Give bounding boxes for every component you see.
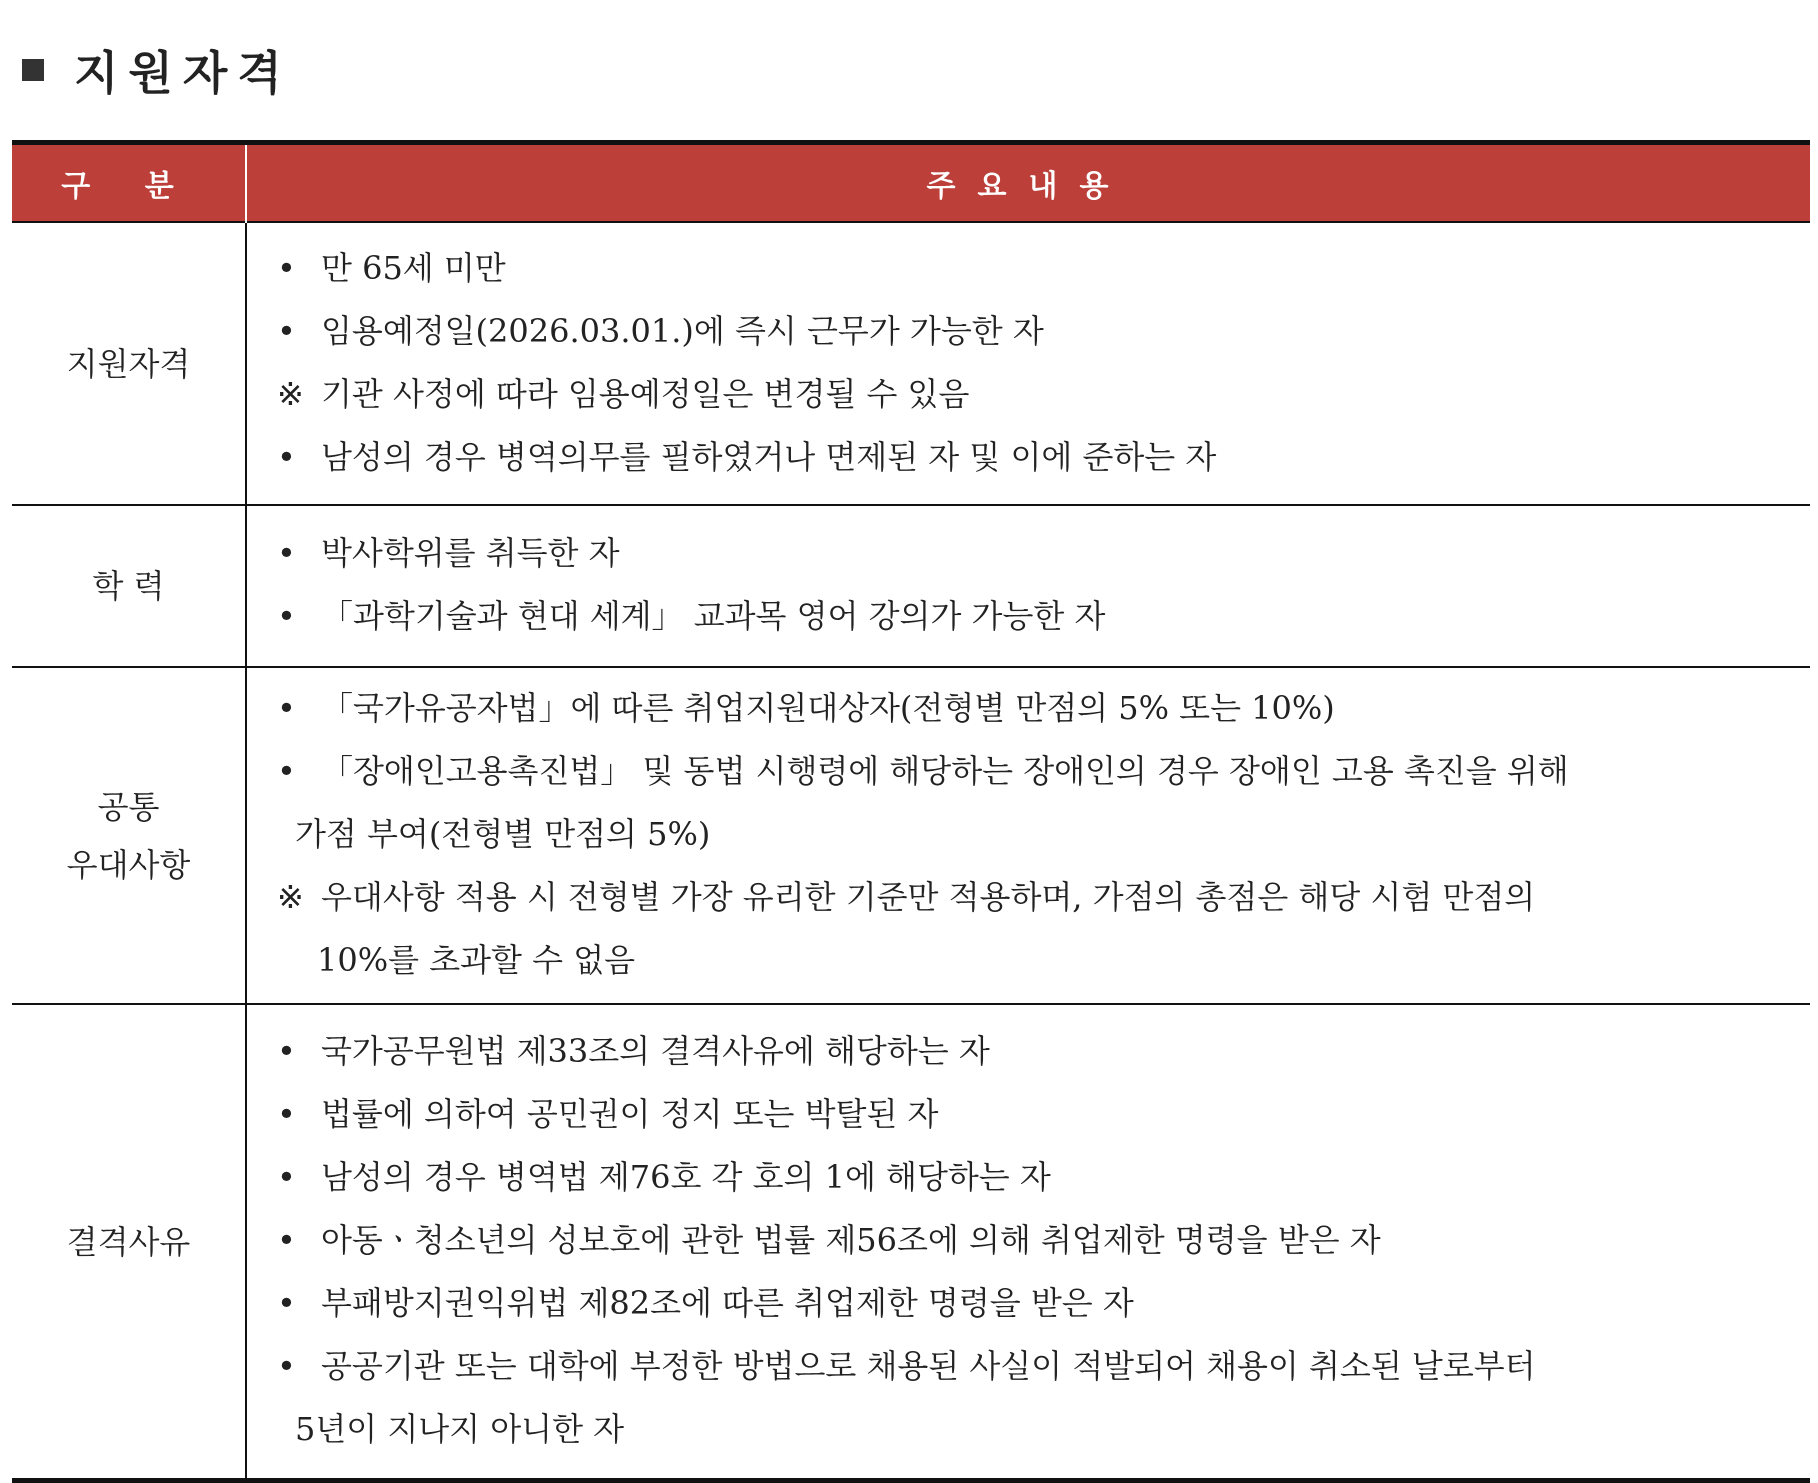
list-item xyxy=(273,1272,1786,1335)
list-item xyxy=(273,300,1786,363)
item-text: 남성의 경우 병역법 제76호 각 호의 1에 해당하는 자 xyxy=(321,1158,1051,1196)
item-text: 「과학기술과 현대 세계」 교과목 영어 강의가 가능한 자 xyxy=(321,597,1106,635)
qualification-table xyxy=(12,140,1810,1483)
list-item xyxy=(273,522,1786,585)
content-cell xyxy=(246,222,1810,505)
category-label: 공통 xyxy=(97,787,160,826)
list-item xyxy=(273,1020,1786,1083)
item-text: 법률에 의하여 공민권이 정지 또는 박탈된 자 xyxy=(321,1095,939,1133)
category-label: 결격사유 xyxy=(66,1222,191,1261)
category-cell xyxy=(12,505,246,667)
table-row xyxy=(12,1004,1810,1481)
item-text: 「장애인고용촉진법」 및 동법 시행령에 해당하는 장애인의 경우 장애인 고용 촉진을 위해 xyxy=(321,752,1569,790)
bullet-icon: • xyxy=(277,752,296,790)
list-item xyxy=(273,1209,1786,1272)
item-text: 10%를 초과할 수 없음 xyxy=(317,941,636,979)
bullet-icon: • xyxy=(277,248,296,287)
bullet-icon: • xyxy=(277,1095,296,1133)
content-cell xyxy=(246,667,1810,1004)
item-text: 박사학위를 취득한 자 xyxy=(321,534,620,572)
bullet-icon: • xyxy=(277,1032,296,1070)
item-text: 국가공무원법 제33조의 결격사유에 해당하는 자 xyxy=(321,1032,990,1070)
item-text: 남성의 경우 병역의무를 필하였거나 면제된 자 및 이에 준하는 자 xyxy=(321,437,1217,476)
section-title: 지원자격 xyxy=(74,46,292,100)
list-item xyxy=(273,1398,1786,1461)
category-label: 학 력 xyxy=(92,567,165,605)
bullet-icon: • xyxy=(277,1221,296,1259)
category-cell xyxy=(12,1004,246,1481)
section-heading xyxy=(22,40,292,100)
table-header-row xyxy=(12,143,1810,223)
note-line xyxy=(273,866,1786,929)
table-row xyxy=(12,505,1810,667)
list-item xyxy=(273,677,1786,740)
content-cell xyxy=(246,505,1810,667)
item-text: 기관 사정에 따라 임용예정일은 변경될 수 있음 xyxy=(321,374,970,413)
note-line xyxy=(273,929,1786,992)
item-text: 가점 부여(전형별 만점의 5%) xyxy=(295,815,711,853)
header-category: 구 분 xyxy=(12,143,246,223)
item-text: 「국가유공자법」에 따른 취업지원대상자(전형별 만점의 5% 또는 10%) xyxy=(321,689,1335,727)
bullet-icon: • xyxy=(277,689,296,727)
list-item xyxy=(273,803,1786,866)
table-row xyxy=(12,667,1810,1004)
category-cell xyxy=(12,667,246,1004)
item-text: 공공기관 또는 대학에 부정한 방법으로 채용된 사실이 적발되어 채용이 취소된 날로부터 xyxy=(321,1347,1536,1385)
item-text: 만 65세 미만 xyxy=(321,248,506,287)
bullet-icon: • xyxy=(277,1158,296,1196)
item-text: 5년이 지나지 아니한 자 xyxy=(295,1410,625,1448)
reference-mark-icon: ※ xyxy=(277,374,304,413)
category-cell xyxy=(12,222,246,505)
reference-mark-icon: ※ xyxy=(277,878,304,916)
bullet-icon: • xyxy=(277,437,296,476)
content-cell xyxy=(246,1004,1810,1481)
bullet-icon: • xyxy=(277,311,296,350)
list-item xyxy=(273,1083,1786,1146)
category-label: 지원자격 xyxy=(66,344,191,383)
bullet-icon: • xyxy=(277,1347,296,1385)
table-row xyxy=(12,222,1810,505)
item-text: 임용예정일(2026.03.01.)에 즉시 근무가 가능한 자 xyxy=(321,311,1044,350)
item-text: 부패방지권익위법 제82조에 따른 취업제한 명령을 받은 자 xyxy=(321,1284,1134,1322)
bullet-icon: • xyxy=(277,534,296,572)
bullet-icon: • xyxy=(277,597,296,635)
list-item xyxy=(273,1146,1786,1209)
list-item xyxy=(273,585,1786,648)
list-item xyxy=(273,1335,1786,1398)
square-bullet-icon xyxy=(22,59,44,81)
list-item xyxy=(273,237,1786,300)
item-text: 아동ㆍ청소년의 성보호에 관한 법률 제56조에 의해 취업제한 명령을 받은 자 xyxy=(321,1221,1381,1259)
item-text: 우대사항 적용 시 전형별 가장 유리한 기준만 적용하며, 가점의 총점은 해당 시험 만점의 xyxy=(321,878,1536,916)
list-item xyxy=(273,426,1786,489)
list-item xyxy=(273,740,1786,803)
note-line xyxy=(273,363,1786,426)
header-content: 주요내용 xyxy=(246,143,1810,223)
category-label: 우대사항 xyxy=(66,845,191,884)
bullet-icon: • xyxy=(277,1284,296,1322)
